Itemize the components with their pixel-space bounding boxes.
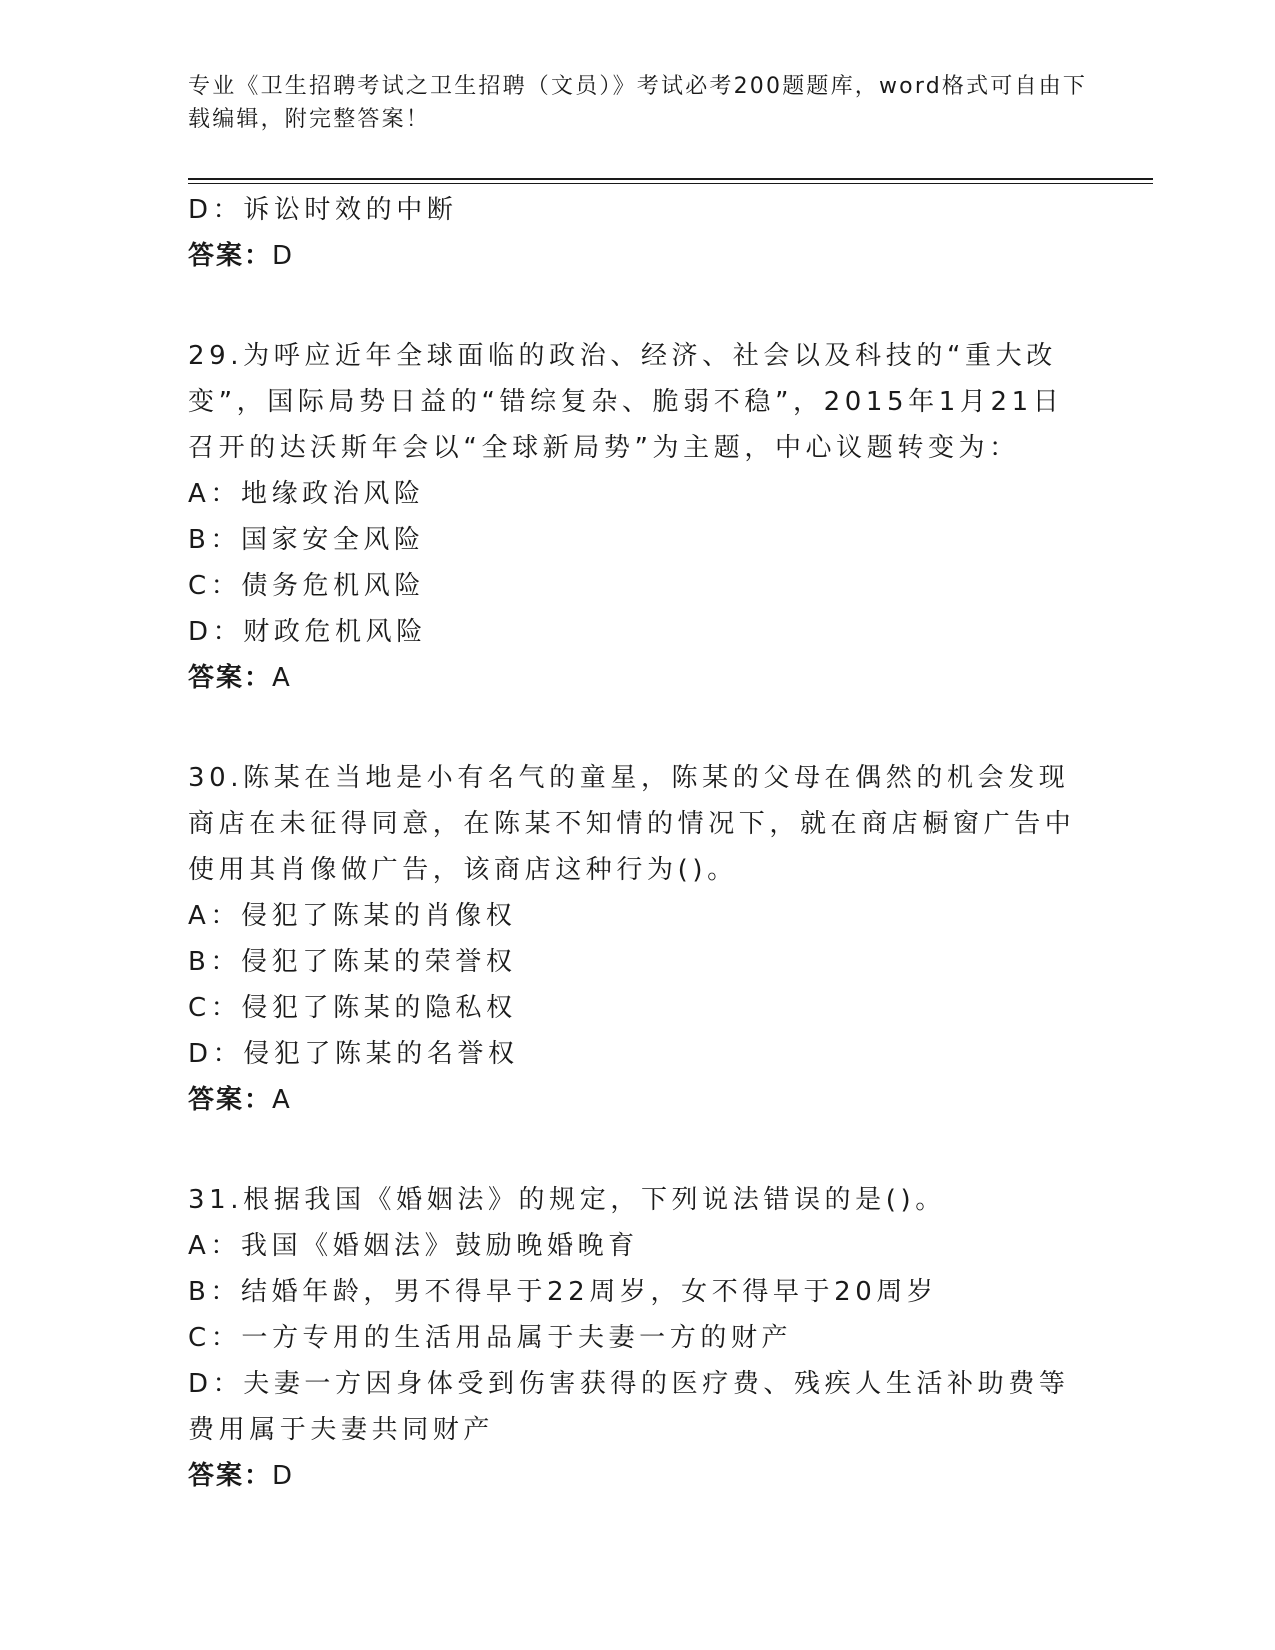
question-31 — [188, 1177, 1088, 1499]
option-a: A：地缘政治风险 — [188, 479, 425, 509]
option-d: D：侵犯了陈某的名誉权 — [188, 1039, 519, 1069]
answer-value: D — [272, 1461, 297, 1491]
option-a: A：侵犯了陈某的肖像权 — [188, 901, 517, 931]
answer-value: D — [272, 241, 297, 271]
option-b: B：侵犯了陈某的荣誉权 — [188, 947, 517, 977]
question-text: 30.陈某在当地是小有名气的童星，陈某的父母在偶然的机会发现商店在未征得同意，在陈某不知情的情况下，就在商店橱窗广告中使用其肖像做广告，该商店这种行为()。 — [188, 763, 1076, 885]
option-d: D：财政危机风险 — [188, 617, 427, 647]
question-30 — [188, 755, 1088, 1123]
option-d: D：夫妻一方因身体受到伤害获得的医疗费、残疾人生活补助费等费用属于夫妻共同财产 — [188, 1369, 1070, 1445]
question-text: 29.为呼应近年全球面临的政治、经济、社会以及科技的“重大改变”，国际局势日益的“错综复杂、脆弱不稳”，2015年1月21日召开的达沃斯年会以“全球新局势”为主题，中心议题转变为： — [188, 341, 1064, 463]
option-c: C：债务危机风险 — [188, 571, 425, 601]
answer-value: A — [272, 663, 295, 693]
option-c: C：侵犯了陈某的隐私权 — [188, 993, 517, 1023]
question-text: 31.根据我国《婚姻法》的规定，下列说法错误的是()。 — [188, 1185, 946, 1215]
option-b: B：国家安全风险 — [188, 525, 425, 555]
option-b: B：结婚年龄，男不得早于22周岁，女不得早于20周岁 — [188, 1277, 938, 1307]
header-divider-thin — [188, 183, 1153, 184]
prev-answer — [188, 233, 1088, 279]
option-c: C：一方专用的生活用品属于夫妻一方的财产 — [188, 1323, 793, 1353]
answer-label: 答案： — [188, 241, 273, 271]
answer-value: A — [272, 1085, 295, 1115]
spacer — [188, 279, 1088, 333]
answer-label: 答案： — [188, 1085, 273, 1115]
prev-option-d: D：诉讼时效的中断 — [188, 195, 458, 225]
answer — [188, 655, 1088, 701]
page-header: 专业《卫生招聘考试之卫生招聘（文员）》考试必考200题题库，word格式可自由下载编辑，附完整答案！ — [188, 74, 1088, 132]
answer-label: 答案： — [188, 663, 273, 693]
question-29 — [188, 333, 1088, 701]
answer-label: 答案： — [188, 1461, 273, 1491]
question-content — [188, 187, 1088, 1499]
spacer — [188, 1123, 1088, 1177]
answer — [188, 1453, 1088, 1499]
answer — [188, 1077, 1088, 1123]
header-divider — [188, 178, 1153, 180]
spacer — [188, 701, 1088, 755]
option-a: A：我国《婚姻法》鼓励晚婚晚育 — [188, 1231, 639, 1261]
